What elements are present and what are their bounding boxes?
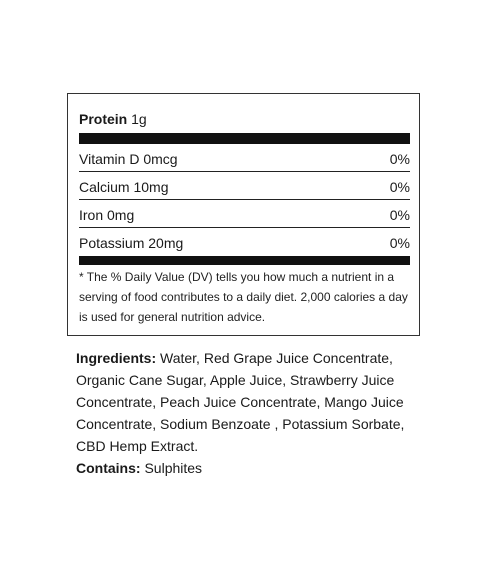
ingredients-block <box>76 347 436 457</box>
nutrient-daily-value: 0% <box>389 235 410 251</box>
thick-divider <box>79 133 410 144</box>
ingredients-text: Water, Red Grape Juice Concentrate, Organic Cane Sugar, Apple Juice, Strawberry Juice Concentrate, Peach Juice Concentrate, Mango Juice Concentrate, Sodium Benzoate , Potassium Sorbate, CBD Hemp Extract. <box>76 350 405 454</box>
nutrition-facts-panel <box>67 93 420 336</box>
contains-line <box>76 457 202 479</box>
protein-line <box>79 110 147 128</box>
nutrient-name: Vitamin D 0mcg <box>79 151 178 167</box>
contains-heading: Contains: <box>76 460 141 476</box>
nutrient-daily-value: 0% <box>389 151 410 167</box>
protein-value: 1g <box>131 111 147 127</box>
nutrient-daily-value: 0% <box>389 207 410 223</box>
nutrient-row-iron <box>79 200 410 228</box>
protein-label: Protein <box>79 111 128 127</box>
nutrient-row-vitamin-d <box>79 144 410 172</box>
ingredients-heading: Ingredients: <box>76 350 157 366</box>
nutrient-daily-value: 0% <box>389 179 410 195</box>
contains-text: Sulphites <box>144 460 203 476</box>
nutrient-name: Calcium 10mg <box>79 179 169 195</box>
daily-value-footnote: * The % Daily Value (DV) tells you how much a nutrient in a serving of food contributes to a daily diet. 2,000 calories a day is used for general nutrition advice. <box>79 270 408 324</box>
nutrient-row-potassium <box>79 228 410 256</box>
nutrient-row-calcium <box>79 172 410 200</box>
thick-divider <box>79 256 410 265</box>
nutrient-name: Iron 0mg <box>79 207 135 223</box>
nutrient-name: Potassium 20mg <box>79 235 184 251</box>
